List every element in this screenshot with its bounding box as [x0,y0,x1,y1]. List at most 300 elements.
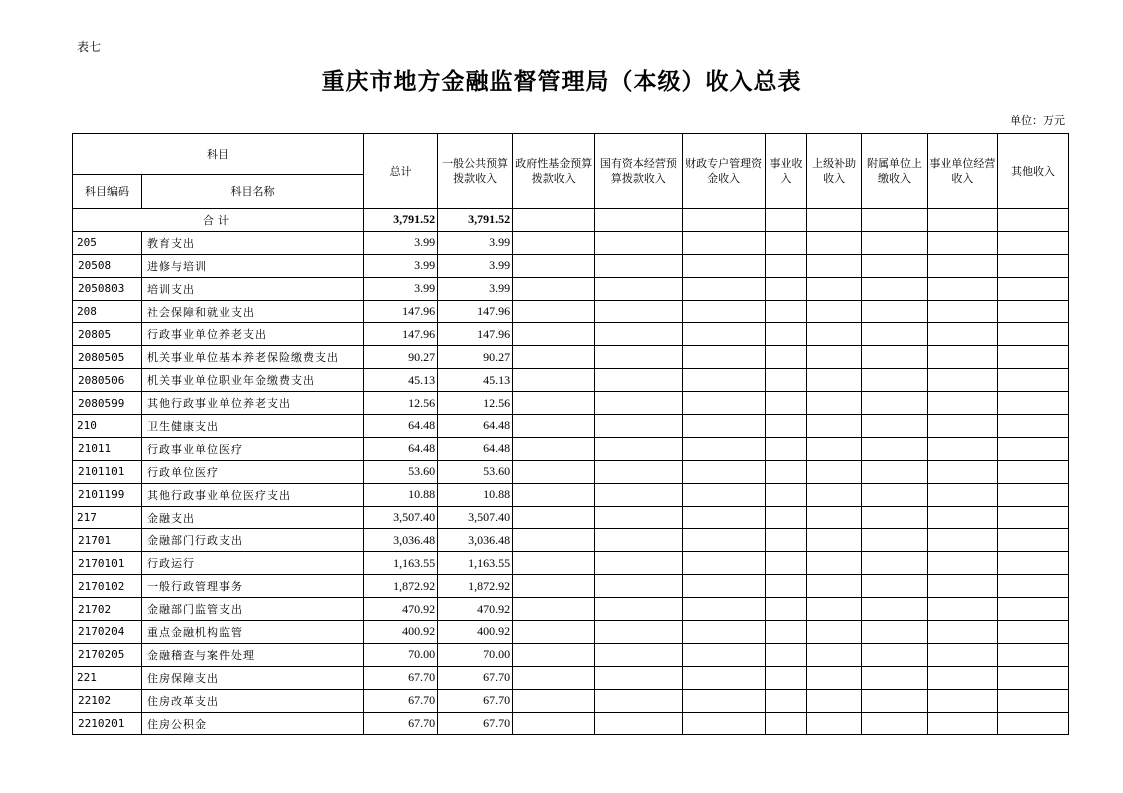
total-cell: 53.60 [364,460,438,483]
subject-code-cell: 205 [73,231,142,254]
empty-cell [807,506,862,529]
empty-cell [765,552,807,575]
total-sum: 3,791.52 [364,209,438,232]
empty-cell [682,666,765,689]
empty-cell [927,598,997,621]
total-cell: 1,163.55 [364,552,438,575]
subject-code-cell: 2101199 [73,483,142,506]
empty-cell [807,643,862,666]
table-row [73,712,1069,735]
total-cell: 10.88 [364,483,438,506]
subject-code-cell: 221 [73,666,142,689]
empty-cell [807,392,862,415]
general-budget-cell: 67.70 [438,666,513,689]
subject-name-cell: 行政事业单位养老支出 [141,323,363,346]
general-budget-cell: 45.13 [438,369,513,392]
empty-cell [682,392,765,415]
general-budget-cell: 3.99 [438,254,513,277]
total-row [73,209,1069,232]
empty-cell [997,323,1068,346]
empty-cell [513,643,595,666]
general-budget-cell: 12.56 [438,392,513,415]
subject-name-cell: 金融稽查与案件处理 [141,643,363,666]
empty-cell [595,437,682,460]
empty-cell [807,460,862,483]
empty-cell [997,506,1068,529]
empty-cell [513,300,595,323]
empty-cell [595,598,682,621]
empty-cell [997,254,1068,277]
table-row [73,323,1069,346]
empty-cell [765,300,807,323]
empty-cell [682,506,765,529]
empty-cell [513,369,595,392]
empty-cell [513,415,595,438]
empty-cell [513,712,595,735]
empty-cell [927,415,997,438]
total-cell: 67.70 [364,689,438,712]
subject-code-cell: 2210201 [73,712,142,735]
header-business-income: 事业收入 [765,134,807,209]
subject-name-cell: 教育支出 [141,231,363,254]
empty-cell [997,415,1068,438]
empty-cell [595,415,682,438]
subject-name-cell: 金融部门监管支出 [141,598,363,621]
empty-cell [862,437,928,460]
empty-cell [862,483,928,506]
subject-code-cell: 2170101 [73,552,142,575]
empty-cell [807,689,862,712]
empty-cell [862,689,928,712]
empty-cell [927,346,997,369]
subject-name-cell: 其他行政事业单位医疗支出 [141,483,363,506]
empty-cell [862,415,928,438]
empty-cell [862,277,928,300]
subject-code-cell: 20805 [73,323,142,346]
table-row [73,506,1069,529]
empty-cell [927,392,997,415]
header-fiscal-special: 财政专户管理资金收入 [682,134,765,209]
empty-cell [807,437,862,460]
empty-cell [682,437,765,460]
general-budget-cell: 3.99 [438,231,513,254]
empty-cell [862,369,928,392]
table-row [73,483,1069,506]
total-cell: 45.13 [364,369,438,392]
empty-cell [997,712,1068,735]
empty-cell [765,392,807,415]
empty-cell [595,277,682,300]
general-budget-cell: 64.48 [438,415,513,438]
subject-code-cell: 2080599 [73,392,142,415]
empty-cell [927,277,997,300]
empty-cell [997,689,1068,712]
empty-cell [927,437,997,460]
empty-cell [807,483,862,506]
empty-cell [513,437,595,460]
empty-cell [765,666,807,689]
subject-code-cell: 2170205 [73,643,142,666]
empty-cell [513,552,595,575]
empty-cell [927,712,997,735]
subject-code-cell: 2170204 [73,621,142,644]
empty-cell [997,575,1068,598]
empty-cell [765,209,807,232]
empty-cell [682,346,765,369]
subject-code-cell: 22102 [73,689,142,712]
empty-cell [595,712,682,735]
empty-cell [997,666,1068,689]
empty-cell [682,209,765,232]
header-total: 总计 [364,134,438,209]
empty-cell [682,689,765,712]
table-row [73,552,1069,575]
subject-name-cell: 金融部门行政支出 [141,529,363,552]
subject-code-cell: 2170102 [73,575,142,598]
empty-cell [927,643,997,666]
subject-name-cell: 机关事业单位职业年金缴费支出 [141,369,363,392]
empty-cell [595,346,682,369]
empty-cell [862,506,928,529]
general-budget-cell: 1,163.55 [438,552,513,575]
empty-cell [682,254,765,277]
subject-name-cell: 卫生健康支出 [141,415,363,438]
total-cell: 3.99 [364,231,438,254]
subject-code-cell: 21702 [73,598,142,621]
empty-cell [765,575,807,598]
empty-cell [765,460,807,483]
general-budget-cell: 10.88 [438,483,513,506]
subject-name-cell: 其他行政事业单位养老支出 [141,392,363,415]
empty-cell [862,460,928,483]
header-business-operation: 事业单位经营收入 [927,134,997,209]
empty-cell [927,300,997,323]
total-cell: 64.48 [364,415,438,438]
empty-cell [595,392,682,415]
subject-name-cell: 机关事业单位基本养老保险缴费支出 [141,346,363,369]
empty-cell [513,666,595,689]
empty-cell [765,712,807,735]
empty-cell [682,460,765,483]
empty-cell [595,552,682,575]
table-row [73,529,1069,552]
general-budget-cell: 470.92 [438,598,513,621]
empty-cell [807,529,862,552]
subject-code-cell: 217 [73,506,142,529]
total-cell: 1,872.92 [364,575,438,598]
subject-code-cell: 2101101 [73,460,142,483]
table-row [73,346,1069,369]
table-row [73,689,1069,712]
table-row [73,415,1069,438]
empty-cell [595,460,682,483]
empty-cell [765,277,807,300]
empty-cell [682,369,765,392]
empty-cell [682,552,765,575]
total-cell: 67.70 [364,666,438,689]
empty-cell [595,254,682,277]
empty-cell [765,689,807,712]
total-cell: 147.96 [364,323,438,346]
subject-name-cell: 行政事业单位医疗 [141,437,363,460]
empty-cell [862,209,928,232]
total-general-budget: 3,791.52 [438,209,513,232]
empty-cell [807,346,862,369]
empty-cell [807,277,862,300]
empty-cell [862,552,928,575]
empty-cell [595,300,682,323]
empty-cell [807,415,862,438]
empty-cell [765,437,807,460]
header-superior-subsidy: 上级补助收入 [807,134,862,209]
empty-cell [862,346,928,369]
header-general-budget: 一般公共预算拨款收入 [438,134,513,209]
empty-cell [807,209,862,232]
empty-cell [807,712,862,735]
empty-cell [997,529,1068,552]
table-row [73,231,1069,254]
empty-cell [765,598,807,621]
empty-cell [862,231,928,254]
empty-cell [997,483,1068,506]
header-subject-code: 科目编码 [73,175,142,209]
subject-name-cell: 一般行政管理事务 [141,575,363,598]
subject-name-cell: 培训支出 [141,277,363,300]
subject-code-cell: 21701 [73,529,142,552]
subject-name-cell: 行政单位医疗 [141,460,363,483]
empty-cell [513,621,595,644]
empty-cell [513,689,595,712]
empty-cell [513,231,595,254]
empty-cell [513,598,595,621]
subject-code-cell: 2050803 [73,277,142,300]
empty-cell [807,254,862,277]
empty-cell [807,323,862,346]
empty-cell [765,231,807,254]
header-subject-name: 科目名称 [141,175,363,209]
subject-name-cell: 住房公积金 [141,712,363,735]
table-row [73,254,1069,277]
empty-cell [862,529,928,552]
revenue-table [72,133,1069,735]
empty-cell [807,552,862,575]
empty-cell [927,621,997,644]
empty-cell [807,231,862,254]
subject-code-cell: 210 [73,415,142,438]
total-cell: 400.92 [364,621,438,644]
empty-cell [997,643,1068,666]
header-subject: 科目 [73,134,364,175]
total-cell: 70.00 [364,643,438,666]
table-row [73,643,1069,666]
table-row [73,300,1069,323]
total-cell: 470.92 [364,598,438,621]
empty-cell [927,231,997,254]
general-budget-cell: 64.48 [438,437,513,460]
subject-code-cell: 21011 [73,437,142,460]
subject-name-cell: 住房改革支出 [141,689,363,712]
empty-cell [682,483,765,506]
empty-cell [997,437,1068,460]
general-budget-cell: 3.99 [438,277,513,300]
general-budget-cell: 67.70 [438,689,513,712]
subject-name-cell: 社会保障和就业支出 [141,300,363,323]
header-gov-fund: 政府性基金预算拨款收入 [513,134,595,209]
empty-cell [765,529,807,552]
empty-cell [682,231,765,254]
general-budget-cell: 1,872.92 [438,575,513,598]
empty-cell [765,483,807,506]
empty-cell [927,483,997,506]
empty-cell [682,300,765,323]
total-cell: 3,507.40 [364,506,438,529]
empty-cell [682,529,765,552]
general-budget-cell: 53.60 [438,460,513,483]
empty-cell [997,209,1068,232]
subject-code-cell: 208 [73,300,142,323]
empty-cell [513,483,595,506]
empty-cell [997,346,1068,369]
subject-name-cell: 进修与培训 [141,254,363,277]
empty-cell [807,300,862,323]
empty-cell [595,209,682,232]
empty-cell [927,552,997,575]
table-row [73,277,1069,300]
table-row [73,460,1069,483]
empty-cell [997,231,1068,254]
total-cell: 3,036.48 [364,529,438,552]
header-state-capital: 国有资本经营预算拨款收入 [595,134,682,209]
empty-cell [595,666,682,689]
empty-cell [862,323,928,346]
empty-cell [513,323,595,346]
empty-cell [997,277,1068,300]
empty-cell [765,323,807,346]
empty-cell [997,552,1068,575]
total-cell: 3.99 [364,277,438,300]
empty-cell [807,666,862,689]
subject-name-cell: 住房保障支出 [141,666,363,689]
table-row [73,437,1069,460]
empty-cell [765,643,807,666]
table-row [73,392,1069,415]
empty-cell [927,506,997,529]
empty-cell [997,460,1068,483]
empty-cell [997,598,1068,621]
empty-cell [927,666,997,689]
empty-cell [595,689,682,712]
empty-cell [862,598,928,621]
empty-cell [682,323,765,346]
total-cell: 67.70 [364,712,438,735]
subject-code-cell: 2080505 [73,346,142,369]
general-budget-cell: 90.27 [438,346,513,369]
header-other-income: 其他收入 [997,134,1068,209]
empty-cell [765,369,807,392]
general-budget-cell: 400.92 [438,621,513,644]
empty-cell [682,277,765,300]
table-number: 表七 [77,40,102,54]
total-cell: 12.56 [364,392,438,415]
subject-code-cell: 20508 [73,254,142,277]
empty-cell [765,254,807,277]
empty-cell [807,575,862,598]
subject-name-cell: 行政运行 [141,552,363,575]
page-title: 重庆市地方金融监督管理局（本级）收入总表 [321,68,802,95]
table-row [73,598,1069,621]
empty-cell [927,209,997,232]
empty-cell [595,621,682,644]
total-cell: 64.48 [364,437,438,460]
empty-cell [513,575,595,598]
empty-cell [595,231,682,254]
empty-cell [862,300,928,323]
general-budget-cell: 67.70 [438,712,513,735]
empty-cell [595,323,682,346]
empty-cell [513,460,595,483]
general-budget-cell: 70.00 [438,643,513,666]
empty-cell [927,575,997,598]
header-affiliated-payment: 附属单位上缴收入 [862,134,928,209]
empty-cell [862,254,928,277]
empty-cell [595,643,682,666]
empty-cell [513,277,595,300]
empty-cell [595,529,682,552]
empty-cell [862,666,928,689]
empty-cell [927,460,997,483]
empty-cell [927,689,997,712]
empty-cell [807,369,862,392]
empty-cell [997,621,1068,644]
empty-cell [513,529,595,552]
empty-cell [765,621,807,644]
empty-cell [513,209,595,232]
empty-cell [765,346,807,369]
empty-cell [513,392,595,415]
empty-cell [862,621,928,644]
table-row [73,575,1069,598]
table-row [73,666,1069,689]
empty-cell [682,643,765,666]
empty-cell [682,415,765,438]
empty-cell [595,483,682,506]
empty-cell [862,392,928,415]
total-cell: 147.96 [364,300,438,323]
subject-code-cell: 2080506 [73,369,142,392]
general-budget-cell: 147.96 [438,323,513,346]
empty-cell [682,598,765,621]
total-label: 合计 [73,209,364,232]
empty-cell [595,575,682,598]
subject-name-cell: 金融支出 [141,506,363,529]
total-cell: 90.27 [364,346,438,369]
empty-cell [862,575,928,598]
empty-cell [997,392,1068,415]
empty-cell [682,621,765,644]
empty-cell [862,712,928,735]
empty-cell [997,369,1068,392]
unit-label: 单位：万元 [1010,114,1065,127]
general-budget-cell: 3,036.48 [438,529,513,552]
empty-cell [513,506,595,529]
empty-cell [595,506,682,529]
empty-cell [513,346,595,369]
empty-cell [765,506,807,529]
empty-cell [807,598,862,621]
empty-cell [682,712,765,735]
empty-cell [997,300,1068,323]
table-row [73,621,1069,644]
